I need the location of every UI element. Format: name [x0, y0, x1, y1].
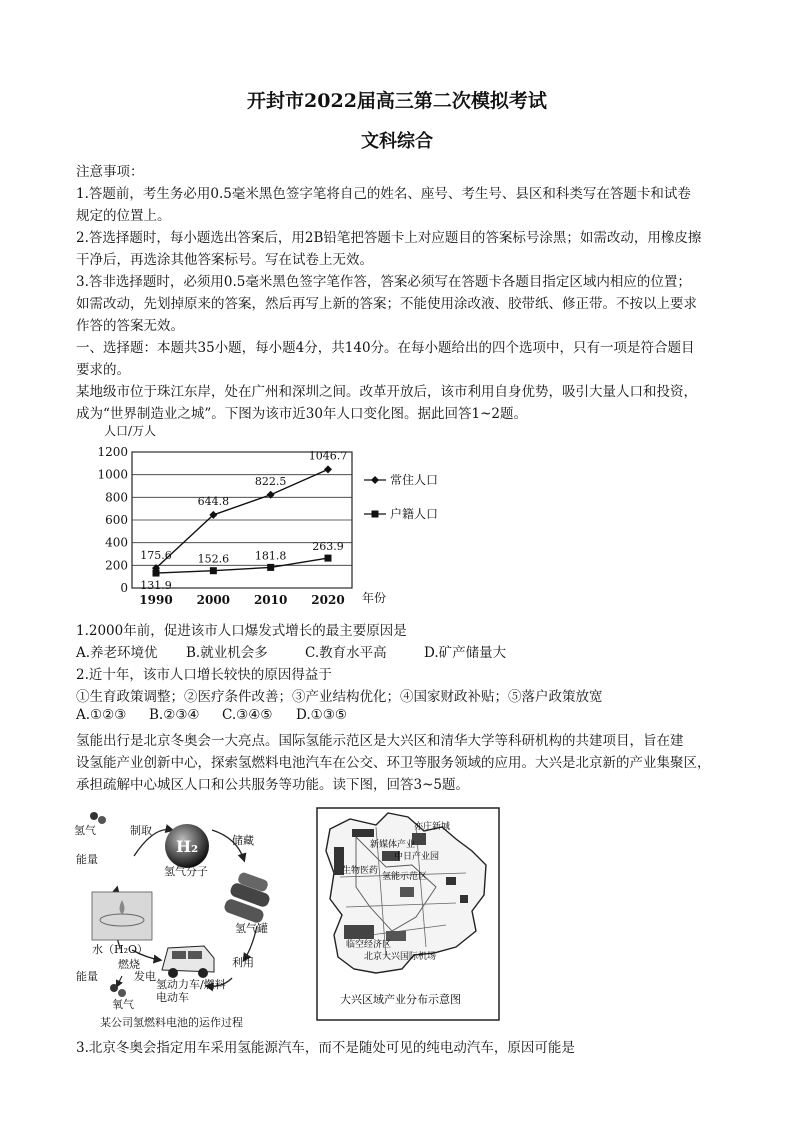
- y-tick-label: 400: [105, 535, 128, 550]
- x-tick-label: 1990: [139, 593, 173, 607]
- label-h2-molecule: 氢气分子: [164, 865, 208, 878]
- population-chart: [90, 420, 490, 610]
- label-generate: 发电: [134, 970, 156, 983]
- daxing-map-figure: [316, 807, 500, 1021]
- page-subtitle: 文科综合: [361, 131, 433, 152]
- water-drop-icon: [92, 892, 152, 940]
- q2-option-c: C.③④⑤: [222, 707, 273, 723]
- label-linkong: 临空经济区: [346, 940, 392, 950]
- data-label: 263.9: [312, 540, 344, 554]
- label-airport: 北京大兴国际机场: [364, 952, 437, 962]
- cycle-caption: 某公司氢燃料电池的运作过程: [100, 1016, 243, 1029]
- label-oxygen-2: 氧气: [112, 998, 134, 1011]
- label-car: 氢动力车/燃料电动车: [156, 978, 226, 1004]
- chart-yticks: [97, 445, 128, 595]
- note-line: 规定的位置上。: [76, 208, 171, 224]
- y-tick-label: 800: [105, 490, 128, 505]
- note-line: 干净后，再选涂其他答案标号。写在试卷上无效。: [76, 252, 373, 268]
- oxygen-molecule-icon: [90, 812, 106, 824]
- label-shengwu: 生物医药: [342, 866, 379, 876]
- h2-label: H₂: [176, 837, 199, 856]
- q2-option-a: A.①②③: [76, 707, 127, 723]
- zone-block: [344, 925, 374, 939]
- legend-marker: [372, 511, 379, 518]
- data-point: [325, 555, 332, 562]
- chart-xlabel: 年份: [362, 591, 387, 605]
- notes-heading: 注意事项：: [76, 164, 144, 180]
- label-oxygen: 氢气: [74, 824, 96, 837]
- y-tick-label: 0: [120, 581, 128, 595]
- data-point: [210, 567, 217, 574]
- x-tick-label: 2000: [196, 593, 231, 607]
- zone-block: [446, 877, 456, 885]
- note-line: 如需改动，先划掉原来的答案，然后再写上新的答案；不能使用涂改液、胶带纸、修正带。不按以上要求: [76, 296, 697, 312]
- label-zhiqu: 制取: [130, 824, 152, 837]
- q1-option-d: D.矿产储量大: [424, 645, 507, 661]
- y-tick-label: 600: [105, 513, 128, 527]
- q1-option-c: C.教育水平高: [305, 645, 387, 661]
- data-label: 1046.7: [308, 449, 348, 463]
- y-tick-label: 1000: [97, 467, 128, 482]
- data-label: 822.5: [254, 474, 287, 488]
- hydrogen-cycle-figure: [72, 808, 302, 1033]
- label-tank: 氢气罐: [235, 922, 268, 935]
- chart-grid: [132, 452, 352, 588]
- label-zhongri: 中日产业园: [394, 852, 440, 862]
- hydrogen-tank-icon: [223, 871, 271, 924]
- zone-block: [460, 895, 468, 903]
- note-line: 2.答选择题时，每小题选出答案后，用2B铅笔把答题卡上对应题目的答案标号涂黑；如需改动，用橡皮擦: [76, 230, 702, 246]
- label-yizhuang: 亦庄新城: [414, 822, 451, 832]
- data-label: 175.6: [140, 549, 172, 563]
- data-label: 131.9: [140, 579, 172, 593]
- q1-stem: 1.2000年前，促进该市人口爆发式增长的最主要原因是: [76, 623, 407, 639]
- zone-block: [400, 887, 414, 897]
- data-label: 644.8: [197, 494, 230, 508]
- note-line: 1.答题前，考生务必用0.5毫米黑色签字笔将自己的姓名、座号、考生号、县区和科类写在答题卡和试卷: [76, 186, 691, 202]
- q2-items: ①生育政策调整；②医疗条件改善；③产业结构优化；④国家财政补贴；⑤落户政策放宽: [76, 689, 603, 705]
- q2-option-d: D.①③⑤: [296, 707, 347, 723]
- label-qingneng: 氢能示范区: [382, 872, 428, 882]
- x-tick-label: 2020: [311, 593, 345, 607]
- chart-xticks: [139, 593, 344, 607]
- q2-stem: 2.近十年，该市人口增长较快的原因得益于: [76, 667, 332, 683]
- x-tick-label: 2010: [253, 593, 288, 607]
- section-heading: 一、选择题：本题共35小题，每小题4分，共140分。在每小题给出的四个选项中，只有一项是符合题目: [76, 340, 695, 356]
- label-xinmeiti: 新媒体产业: [370, 840, 416, 850]
- label-chucang: 储藏: [232, 834, 254, 847]
- q3-stem: 3.北京冬奥会指定用车采用氢能源汽车，而不是随处可见的纯电动汽车，原因可能是: [76, 1040, 575, 1056]
- hydrogen-car-icon: [162, 946, 214, 978]
- data-point: [153, 570, 160, 577]
- legend-label: 户籍人口: [390, 507, 439, 521]
- passage-line: 某地级市位于珠江东岸，处在广州和深圳之间。改革开放后，该市利用自身优势，吸引大量人口和投资，: [76, 384, 697, 400]
- chart-legend: [364, 472, 438, 521]
- note-line: 3.答非选择题时，必须用0.5毫米黑色签字笔作答，答案必须写在答题卡各题目指定区域内相应的位置；: [76, 274, 691, 290]
- data-label: 181.8: [254, 549, 287, 563]
- label-energy: 能量: [76, 853, 98, 866]
- zone-block: [352, 829, 374, 837]
- passage-line: 成为“世界制造业之城”。下图为该市近30年人口变化图。据此回答1~2题。: [76, 406, 527, 422]
- note-line: 作答的答案无效。: [76, 318, 184, 334]
- y-tick-label: 1200: [97, 445, 128, 459]
- passage-line: 承担疏解中心城区人口和公共服务等功能。读下图，回答3~5题。: [76, 777, 469, 793]
- section-heading-cont: 要求的。: [76, 362, 130, 378]
- data-point: [267, 564, 274, 571]
- data-label: 152.6: [197, 552, 230, 566]
- arrow-icon: [117, 976, 122, 986]
- q1-option-a: A.养老环境优: [76, 645, 158, 661]
- page-title: 开封市2022届高三第二次模拟考试: [247, 90, 547, 112]
- passage-line: 氢能出行是北京冬奥会一大亮点。国际氢能示范区是大兴区和清华大学等科研机构的共建项目，旨在建: [76, 733, 684, 749]
- map-caption: 大兴区域产业分布示意图: [340, 993, 461, 1006]
- legend-marker: [371, 476, 379, 484]
- label-energy-2: 能量: [76, 970, 98, 983]
- legend-label: 常住人口: [390, 473, 439, 487]
- label-use: 利用: [232, 956, 254, 969]
- passage-line: 设氢能产业创新中心，探索氢燃料电池汽车在公交、环卫等服务领域的应用。大兴是北京新的产业集聚区，: [76, 755, 711, 771]
- q1-option-b: B.就业机会多: [186, 645, 268, 661]
- oxygen-molecule-icon: [110, 984, 126, 997]
- q2-option-b: B.②③④: [149, 707, 200, 723]
- chart-ylabel: 人口/万人: [104, 424, 157, 438]
- y-tick-label: 200: [105, 558, 128, 573]
- label-water: 水（H₂O）: [92, 943, 149, 956]
- label-burn: 燃烧: [118, 958, 140, 971]
